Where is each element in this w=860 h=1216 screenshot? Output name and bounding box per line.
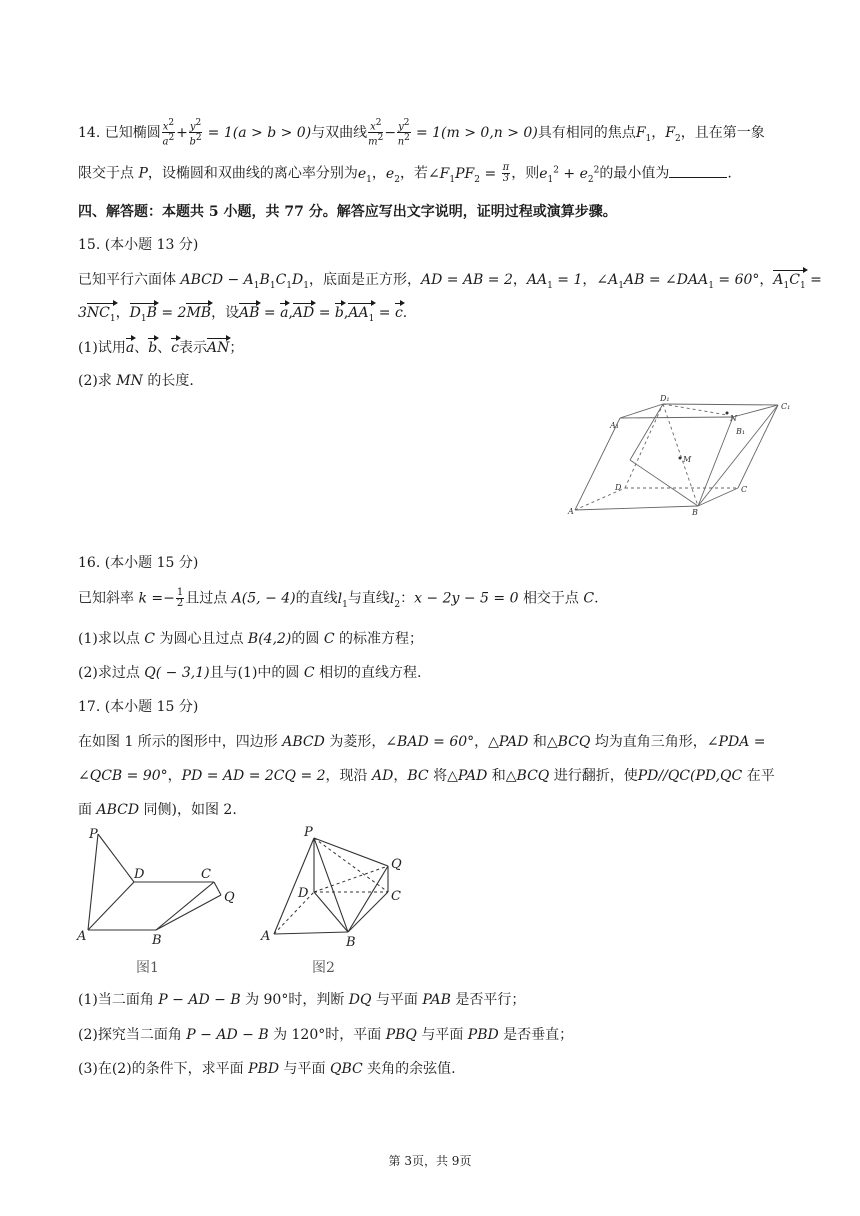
q15-line2: $3NC_1$，$D_1B = 2MB$，设AB = $a,AD = b,AA_1 = c$. [78,303,407,329]
fig1-caption: 图1 [136,960,159,976]
label-A1: A₁ [610,421,619,430]
fig1-label-A: A [77,929,87,944]
q15-part1: (1)试用a、b、c表示AN； [78,340,244,356]
label-D: D [615,483,622,492]
q17-part2: (2)探究当二面角 P − AD − B 为 120°时，平面 PBQ 与平面 PBD 是否垂直； [78,1027,574,1043]
label-C: C [741,485,748,494]
label-D1: D₁ [660,394,670,403]
q17-figure1 [74,822,244,982]
label-B: B [692,508,698,517]
q17-line2: ∠QCB = 90°，PD = AD = 2CQ = 2，现沿 AD，BC 将△PAD 和△BCQ 进行翻折，使PD//QC(PD,QC 在平 [78,768,775,784]
fig1-label-Q: Q [224,890,235,905]
q16-header: 16. (本小题 15 分) [78,555,199,571]
fig1-label-D: D [134,867,145,882]
fig2-label-A: A [261,929,271,944]
fig2-label-D: D [298,886,309,901]
fig2-label-B: B [346,935,356,950]
q15-parallelepiped-figure [560,388,800,518]
q17-line3: 面 ABCD 同侧)，如图 2. [78,802,237,818]
page-footer: 第 3页，共 9页 [388,1154,472,1168]
label-A: A [568,507,574,516]
label-M: M [683,455,692,464]
q14-line2: 限交于点 P，设椭圆和双曲线的离心率分别为$e_1$，$e_2$，若$\angle F_1PF_2$ = $\frac{\pi}{3}$ ，则$e_1^2 + e_2^2$的最小值为 . [78,162,732,185]
q17-part3: (3)在(2)的条件下，求平面 PBD 与平面 QBC 夹角的余弦值. [78,1061,456,1077]
q17-line1: 在如图 1 所示的图形中，四边形 ABCD 为菱形，∠BAD = 60°，△PAD 和△BCQ 均为直角三角形，∠PDA = [78,734,766,750]
fig1-label-B: B [152,933,162,948]
q14-line1: 14. 已知椭圆 $\frac{x^2}{a^2}$ + $\frac{y^2}{b^2}$ = 1(a > b > 0)与双曲线 $\frac{x^2}{m^2}$ − $\frac{y^2}{n^2}$ = 1(m > 0,n > 0)具有相同的焦点$F_1$，$F_2$，且在第一象 [78,118,765,148]
q15-part2: (2)求 MN 的长度. [78,373,194,389]
answer-blank [669,163,727,178]
q17-header: 17. (本小题 15 分) [78,699,199,715]
label-B1: B₁ [736,427,746,436]
fig1-label-C: C [201,867,211,882]
fig1-label-P: P [89,827,98,842]
q17-part1: (1)当二面角 P − AD − B 为 90°时，判断 DQ 与平面 PAB 是否平行； [78,992,526,1008]
label-C1: C₁ [781,402,791,411]
q17-figure2 [258,822,428,982]
q16-part1: (1)求以点 C 为圆心且过点 B(4,2)的圆 C 的标准方程； [78,631,424,647]
q15-line1: 已知平行六面体 ABCD − $A_1B_1C_1D_1$，底面是正方形，AD = AB = 2，$AA_1 = 1$，$\angle A_1AB$ = $\angle DAA_1 = 60^\circ$，$A_1C_1$ = [78,270,822,296]
fig2-label-C: C [391,889,401,904]
fig2-caption: 图2 [312,960,335,976]
section4-heading: 四、解答题：本题共 5 小题，共 77 分。解答应写出文字说明，证明过程或演算步骤。 [78,204,617,220]
q15-header: 15. (本小题 13 分) [78,237,199,253]
q16-line1: 已知斜率 k =− $\frac{1}{2}$ 且过点 A(5, − 4)的直线$l_1$与直线$l_2$：x − 2y − 5 = 0 相交于点 C. [78,587,599,610]
fig2-label-P: P [304,825,313,840]
q16-part2: (2)求过点 Q( − 3,1)且与(1)中的圆 C 相切的直线方程. [78,665,422,681]
label-N: N [730,414,737,423]
fig2-label-Q: Q [391,857,402,872]
